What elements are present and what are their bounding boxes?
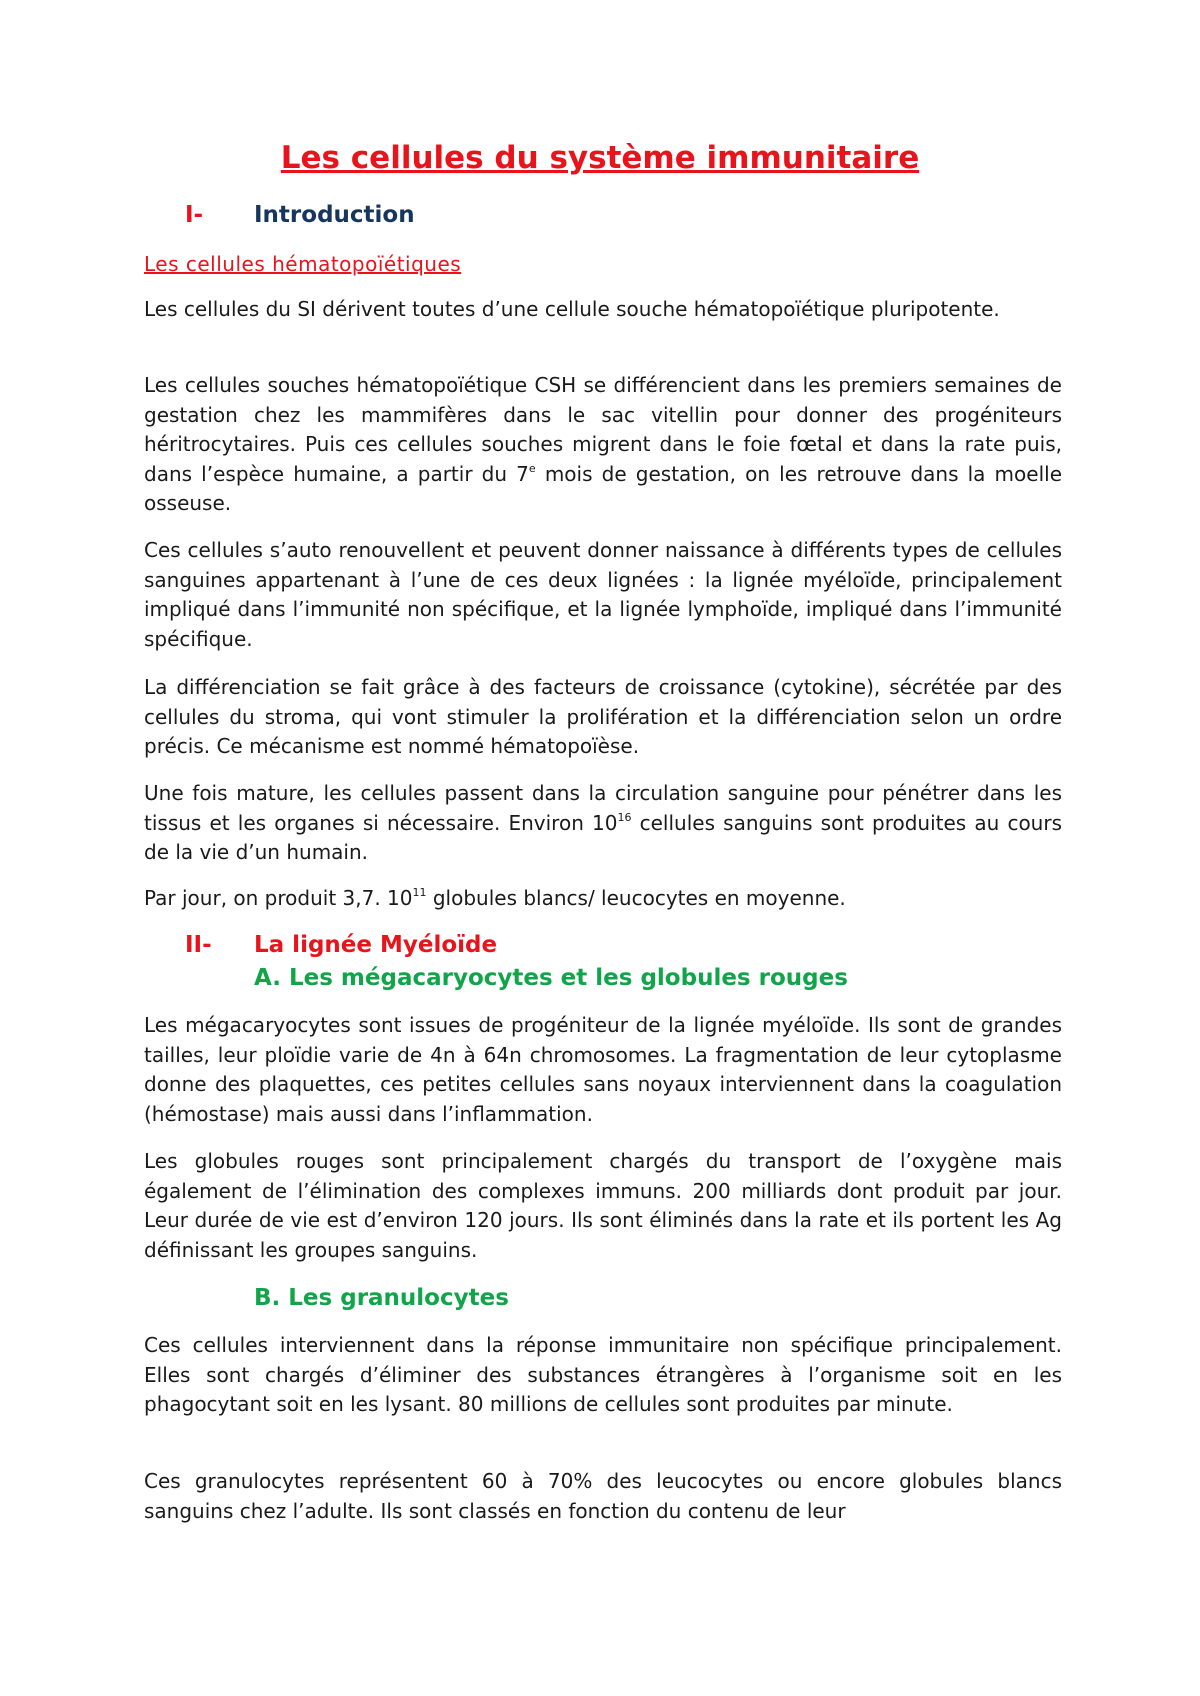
paragraph: Les globules rouges sont principalement chargés du transport de l’oxygène mais également de l’élimination des complexes immuns. 200 milliards dont produit par jour. Leur durée de vie est d’environ 120 jours. Ils sont éliminés dans la rate et ils portent les Ag définissant les groupes sanguins. — [144, 1149, 1062, 1262]
paragraph — [144, 779, 1062, 868]
superscript: 11 — [412, 886, 427, 899]
section-title: La lignée Myéloïde — [254, 932, 498, 958]
text-run: cellules sanguins sont produites au cours de la vie d’un humain. — [144, 810, 1062, 865]
section-number: II- — [185, 932, 212, 958]
page-title: Les cellules du système immunitaire — [280, 140, 920, 176]
superscript: 16 — [617, 810, 632, 824]
paragraph: Ces cellules interviennent dans la réponse immunitaire non spécifique principalement. Elles sont chargés d’éliminer des substances étrangères à l’organisme soit en les phagocytant soit en les lysant. 80 millions de cellules sont produites par minute. — [144, 1333, 1062, 1417]
paragraph: La différenciation se fait grâce à des facteurs de croissance (cytokine), sécrétée par des cellules du stroma, qui vont stimuler la prolifération et la différenciation selon un ordre précis. Ce mécanisme est nommé hématopoïèse. — [144, 675, 1062, 759]
paragraph: Les mégacaryocytes sont issues de progéniteur de la lignée myéloïde. Ils sont de grandes tailles, leur ploïdie varie de 4n à 64n chromosomes. La fragmentation de leur cytoplasme donne des plaquettes, ces petites cellules sans noyaux interviennent dans la coagulation (hémostase) mais aussi dans l’inflammation. — [144, 1013, 1062, 1126]
paragraph: Les cellules du SI dérivent toutes d’une cellule souche hématopoïétique pluripotente. — [144, 297, 1000, 321]
text-run: mois de gestation, on les retrouve dans la moelle osseuse. — [144, 461, 1063, 516]
paragraph — [144, 371, 1062, 519]
subsection-heading-hematopoietiques: Les cellules hématopoïétiques — [144, 252, 462, 276]
text-run: Une fois mature, les cellules passent dans la circulation sanguine pour pénétrer dans les tissus et les organes si nécessaire. Environ 10 — [144, 781, 1062, 835]
subsection-heading-megacaryocytes: A. Les mégacaryocytes et les globules rouges — [254, 965, 848, 991]
section-number: I- — [185, 202, 204, 228]
paragraph: Ces cellules s’auto renouvellent et peuvent donner naissance à différents types de cellules sanguines appartenant à l’une de ces deux lignées : la lignée myéloïde, principalement impliqué dans l’immunité non spécifique, et la lignée lymphoïde, impliqué dans l’immunité spécifique. — [144, 538, 1062, 651]
subsection-heading-granulocytes: B. Les granulocytes — [254, 1285, 509, 1311]
section-title: Introduction — [254, 202, 415, 228]
text-run: globules blancs/ leucocytes en moyenne. — [426, 886, 846, 910]
text-run: Les cellules souches hématopoïétique CSH se différencient dans les premiers semaines de gestation chez les mammifères dans le sac vitellin pour donner des progéniteurs héritrocytaires. Puis ces cellules souches migrent dans le foie fœtal et dans la rate puis, dans l’espèce humaine, a partir du 7 — [144, 373, 1062, 486]
paragraph: Ces granulocytes représentent 60 à 70% des leucocytes ou encore globules blancs sanguins chez l’adulte. Ils sont classés en fonction du contenu de leur — [144, 1469, 1062, 1523]
text-run: Par jour, on produit 3,7. 10 — [144, 886, 413, 910]
paragraph — [144, 884, 1062, 914]
superscript: e — [528, 461, 536, 475]
